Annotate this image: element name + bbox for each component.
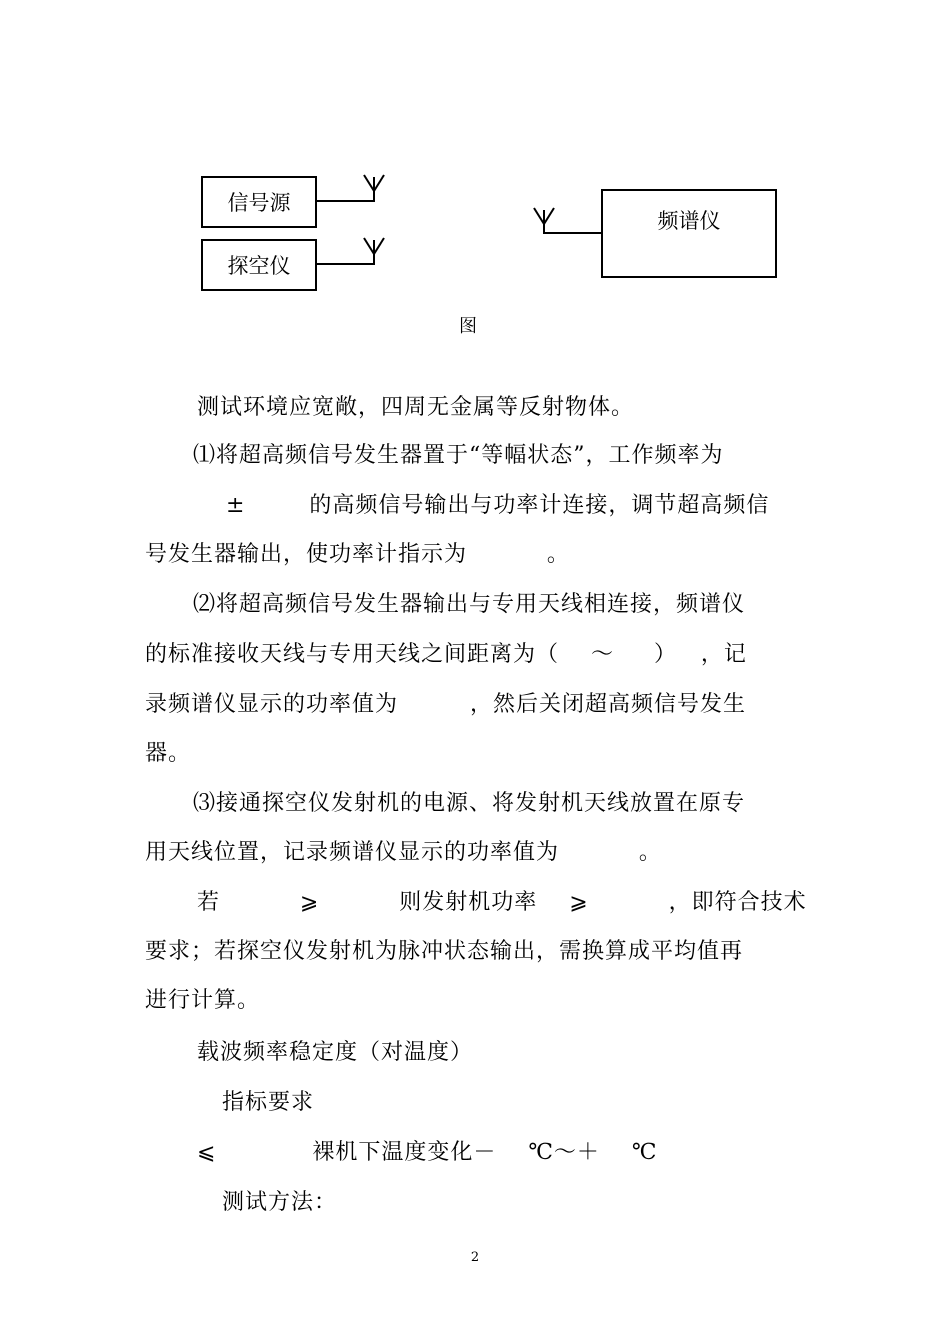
text-line-step3-end: 用天线位置，记录频谱仪显示的功率值为 。 xyxy=(145,840,662,865)
text-line-step2-cont2: 录频谱仪显示的功率值为 ，然后关闭超高频信号发生 xyxy=(145,692,746,717)
text-line-step1-end: 号发生器输出，使功率计指示为 。 xyxy=(145,542,570,567)
subheading-requirements: 指标要求 xyxy=(222,1090,315,1115)
radiosonde-box xyxy=(201,239,317,291)
text-line-criteria: 若 ⩾ 则发射机功率 ⩾ ，即符合技术 xyxy=(197,890,807,915)
section-heading-freq-stability: 载波频率稳定度（对温度） xyxy=(197,1040,474,1065)
signal-source-antenna xyxy=(317,175,384,201)
radiosonde-label: 探空仪 xyxy=(227,254,291,278)
spectrum-analyzer-box xyxy=(601,189,777,278)
text-line-env: 测试环境应宽敞，四周无金属等反射物体。 xyxy=(197,395,635,420)
antenna-wiring xyxy=(0,0,950,400)
text-line-step2-cont: 的标准接收天线与专用天线之间距离为（ ～ ） ，记 xyxy=(145,642,747,667)
text-line-criteria-cont: 要求；若探空仪发射机为脉冲状态输出，需换算成平均值再 xyxy=(145,939,744,964)
figure-caption: 图 xyxy=(459,316,477,337)
text-line-step3: ⑶接通探空仪发射机的电源、将发射机天线放置在原专 xyxy=(193,791,746,816)
text-line-step2: ⑵将超高频信号发生器输出与专用天线相连接，频谱仪 xyxy=(193,592,746,617)
signal-source-label: 信号源 xyxy=(227,191,291,215)
spectrum-antenna xyxy=(534,208,601,233)
text-line-step1: ⑴将超高频信号发生器置于“等幅状态”，工作频率为 xyxy=(193,443,724,468)
sonde-antenna xyxy=(317,238,384,264)
text-line-step2-end: 器。 xyxy=(145,741,192,766)
text-line-requirement: ⩽ 裸机下温度变化－ ℃～＋ ℃ xyxy=(197,1140,658,1165)
text-line-step1-cont: ± 的高频信号输出与功率计连接，调节超高频信 xyxy=(226,493,770,518)
text-line-criteria-end: 进行计算。 xyxy=(145,988,261,1013)
signal-source-box xyxy=(201,176,317,228)
spectrum-analyzer-label: 频谱仪 xyxy=(657,209,721,233)
page-number: 2 xyxy=(470,1250,480,1265)
subheading-test-method: 测试方法： xyxy=(222,1190,338,1215)
